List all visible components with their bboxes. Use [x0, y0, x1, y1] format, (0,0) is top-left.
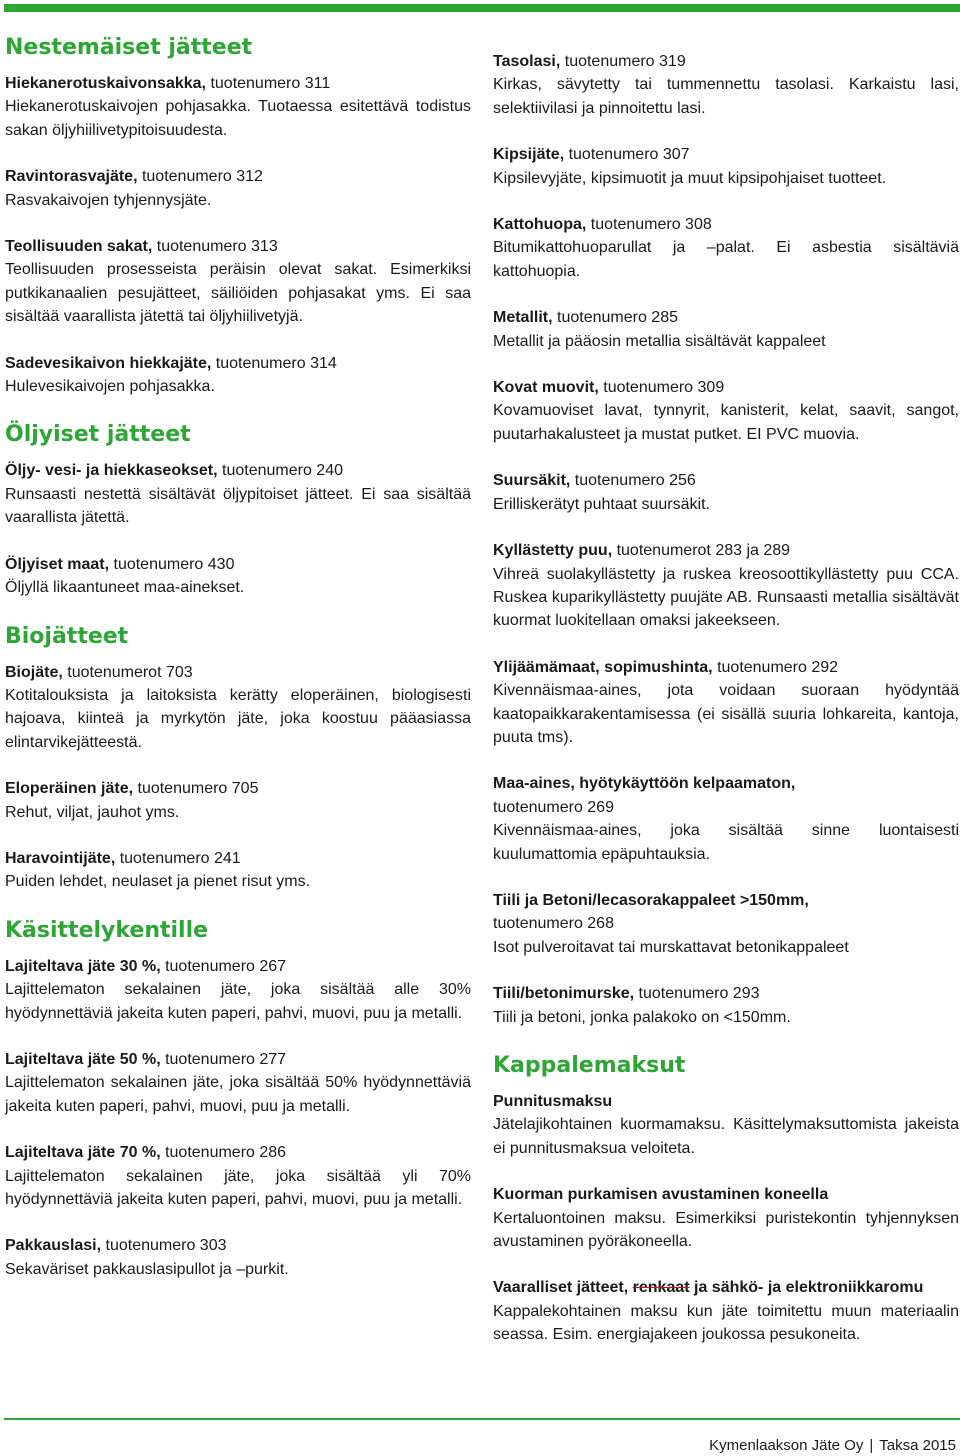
entry-text: Rasvakaivojen tyhjennysjäte. [5, 191, 212, 209]
footer-doc: Taksa 2015 [879, 1437, 956, 1454]
entry-240: Öljy- vesi- ja hiekkaseokset, tuotenumero 240 Runsaasti nestettä sisältävät öljypitoiset jätteet. Ei saa sisältää vaarallista jätettä. [5, 459, 471, 529]
entry-308: Kattohuopa, tuotenumero 308 Bitumikattohuoparullat ja –palat. Ei asbestia sisältäviä kattohuopia. [493, 213, 959, 283]
entry-text: Bitumikattohuoparullat ja –palat. Ei asbestia sisältäviä kattohuopia. [493, 239, 959, 280]
entry-text: Tiili ja betoni, jonka palakoko on <150mm. [493, 1008, 791, 1026]
footer-company: Kymenlaakson Jäte Oy [709, 1437, 864, 1454]
entry-text: Runsaasti nestettä sisältävät öljypitoiset jätteet. Ei saa sisältää vaarallista jätettä. [5, 485, 471, 527]
left-column [5, 34, 471, 1304]
entry-430: Öljyiset maat, tuotenumero 430 Öljyllä likaantuneet maa-ainekset. [5, 553, 471, 600]
entry-307: Kipsijäte, tuotenumero 307 Kipsilevyjäte, kipsimuotit ja muut kipsipohjaiset tuotteet. [493, 143, 959, 190]
entry-277: Lajiteltava jäte 50 %, tuotenumero 277 Lajittelematon sekalainen jäte, joka sisältää 50% hyödynnettäviä jakeita kuten paperi, pahvi, muovi, puu ja metalli. [5, 1048, 471, 1118]
top-rule [4, 4, 960, 12]
footer [709, 1436, 956, 1456]
entry-text: Kivennäismaa-aines, jota voidaan suoraan hyödyntää kaatopaikkarakentamisessa (ei sisällä suuria lohkareita, kantoja, puuta tms). [493, 682, 959, 746]
entry-text: Hulevesikaivojen pohjasakka. [5, 378, 215, 396]
entry-283-289: Kyllästetty puu, tuotenumerot 283 ja 289 Vihreä suolakyllästetty ja ruskea kreosoottikyllästetty puu CCA. Ruskea kuparikyllästetty puujäte AB. Runsaasti metallia sisältävät kuormat luokitellaan omaksi jakeekseen. [493, 539, 959, 633]
entry-269: Maa-aines, hyötykäyttöön kelpaamaton, tuotenumero 269 Kivennäismaa-aines, joka sisältää sinne luontaisesti kuulumattomia epäpuhtauksia. [493, 772, 959, 866]
entry-293: Tiili/betonimurske, tuotenumero 293 Tiili ja betoni, jonka palakoko on <150mm. [493, 982, 959, 1029]
entry-text: Erilliskerätyt puhtaat suursäkit. [493, 495, 710, 513]
entry-text: Kirkas, sävytetty tai tummennettu tasolasi. Karkaistu lasi, selektiivilasi ja pinnoitettu lasi. [493, 76, 959, 117]
entry-268: Tiili ja Betoni/lecasorakappaleet >150mm, tuotenumero 268 Isot pulveroitavat tai murskattavat betonikappaleet [493, 889, 959, 959]
entry-text: Kipsilevyjäte, kipsimuotit ja muut kipsipohjaiset tuotteet. [493, 169, 887, 187]
entry-text: Kivennäismaa-aines, joka sisältää sinne luontaisesti kuulumattomia epäpuhtauksia. [493, 822, 959, 863]
heading-kasittelykentille: Käsittelykentille [5, 917, 209, 943]
entry-purkaminen: Kuorman purkamisen avustaminen koneella Kertaluontoinen maksu. Esimerkiksi puristekontin tyhjennyksen avustaminen pyöräkoneella. [493, 1183, 959, 1253]
entry-303: Pakkauslasi, tuotenumero 303 Sekaväriset pakkauslasipullot ja –purkit. [5, 1234, 471, 1281]
entry-text: Kovamuoviset lavat, tynnyrit, kanisterit, kelat, saavit, sangot, puutarhakalusteet ja mustat putket. EI PVC muovia. [493, 402, 959, 443]
entry-314: Sadevesikaivon hiekkajäte, tuotenumero 314 Hulevesikaivojen pohjasakka. [5, 352, 471, 399]
entry-311: Hiekanerotuskaivonsakka, tuotenumero 311 Hiekanerotuskaivojen pohjasakka. Tuotaessa esitettävä todistus sakan öljyhiilivetypitoisuudesta. [5, 72, 471, 142]
right-column [493, 50, 959, 1347]
entry-309: Kovat muovit, tuotenumero 309 Kovamuoviset lavat, tynnyrit, kanisterit, kelat, saavit, sangot, puutarhakalusteet ja mustat putket. EI PVC muovia. [493, 376, 959, 446]
entry-text: Lajittelematon sekalainen jäte, joka sisältää 50% hyödynnettäviä jakeita kuten paperi, pahvi, muovi, puu ja metalli. [5, 1074, 471, 1115]
entry-text: Kotitalouksista ja laitoksista kerätty eloperäinen, biologisesti hajoava, kiinteä ja myrkytön jäte, joka koostuu pääasiassa elintarvikejätteestä. [5, 686, 471, 751]
entry-text: Puiden lehdet, neulaset ja pienet risut yms. [5, 873, 311, 891]
heading-oljyiset: Öljyiset jätteet [5, 422, 191, 448]
entry-text: Rehut, viljat, jauhot yms. [5, 803, 180, 821]
entry-text: Jätelajikohtainen kuormamaksu. Käsittelymaksuttomista jakeista ei punnitusmaksua veloiteta. [493, 1116, 959, 1157]
struck-word: renkaat [632, 1279, 690, 1297]
entry-punnitusmaksu: Punnitusmaksu Jätelajikohtainen kuormamaksu. Käsittelymaksuttomista jakeista ei punnitusmaksua veloiteta. [493, 1090, 959, 1160]
entry-code-line: tuotenumero 269 [493, 798, 614, 816]
entry-text: Lajittelematon sekalainen jäte, joka sisältää alle 30% hyödynnettäviä jakeita kuten paperi, pahvi, muovi, puu ja metalli. [5, 981, 471, 1022]
entry-text: Hiekanerotuskaivojen pohjasakka. Tuotaessa esitettävä todistus sakan öljyhiilivetypitoisuudesta. [5, 98, 471, 139]
heading-kappalemaksut: Kappalemaksut [493, 1053, 686, 1078]
entry-vaaralliset: Vaaralliset jätteet, renkaat ja sähkö- ja elektroniikkaromu Kappalekohtainen maksu kun jäte toimitettu muun materiaalin seassa. Esim. energiajakeen joukossa pesukoneita. [493, 1276, 959, 1346]
entry-text: Vihreä suolakyllästetty ja ruskea kreosoottikyllästetty puu CCA. Ruskea kuparikyllästetty puujäte AB. Runsaasti metallia sisältävät kuormat luokitellaan omaksi jakeekseen. [493, 565, 959, 630]
entry-241: Haravointijäte, tuotenumero 241 Puiden lehdet, neulaset ja pienet risut yms. [5, 847, 471, 894]
entry-312: Ravintorasvajäte, tuotenumero 312 Rasvakaivojen tyhjennysjäte. [5, 165, 471, 212]
entry-703: Biojäte, tuotenumerot 703 Kotitalouksista ja laitoksista kerätty eloperäinen, biologisesti hajoava, kiinteä ja myrkytön jäte, joka koostuu pääasiassa elintarvikejätteestä. [5, 661, 471, 755]
entry-267: Lajiteltava jäte 30 %, tuotenumero 267 Lajittelematon sekalainen jäte, joka sisältää alle 30% hyödynnettäviä jakeita kuten paperi, pahvi, muovi, puu ja metalli. [5, 955, 471, 1025]
entry-285: Metallit, tuotenumero 285 Metallit ja pääosin metallia sisältävät kappaleet [493, 306, 959, 353]
entry-319: Tasolasi, tuotenumero 319 Kirkas, sävytetty tai tummennettu tasolasi. Karkaistu lasi, selektiivilasi ja pinnoitettu lasi. [493, 50, 959, 120]
heading-nestemaiset: Nestemäiset jätteet [5, 35, 253, 60]
entry-text: Sekaväriset pakkauslasipullot ja –purkit. [5, 1260, 289, 1278]
entry-text: Teollisuuden prosesseista peräisin olevat sakat. Esimerkiksi putkikanaalien pesujätteet, säiliöiden pohjasakat yms. Ei saa sisältää vaarallista jätettä tai öljyhiilivetyjä. [5, 261, 471, 326]
entry-text: Metallit ja pääosin metallia sisältävät kappaleet [493, 332, 826, 350]
entry-705: Eloperäinen jäte, tuotenumero 705 Rehut, viljat, jauhot yms. [5, 777, 471, 824]
entry-text: Kappalekohtainen maksu kun jäte toimitettu muun materiaalin seassa. Esim. energiajakeen joukossa pesukoneita. [493, 1302, 959, 1344]
entry-313: Teollisuuden sakat, tuotenumero 313 Teollisuuden prosesseista peräisin olevat sakat. Esimerkiksi putkikanaalien pesujätteet, säiliöiden pohjasakat yms. Ei saa sisältää vaarallista jätettä tai öljyhiilivetyjä. [5, 235, 471, 329]
footer-rule [4, 1418, 960, 1420]
heading-biojatteet: Biojätteet [5, 623, 129, 649]
entry-286: Lajiteltava jäte 70 %, tuotenumero 286 Lajittelematon sekalainen jäte, joka sisältää yli 70% hyödynnettäviä jakeita kuten paperi, pahvi, muovi, puu ja metalli. [5, 1141, 471, 1211]
entry-text: Kertaluontoinen maksu. Esimerkiksi puristekontin tyhjennyksen avustaminen pyöräkoneella. [493, 1209, 959, 1251]
entry-292: Ylijäämämaat, sopimushinta, tuotenumero 292 Kivennäismaa-aines, jota voidaan suoraan hyödyntää kaatopaikkarakentamisessa (ei sisällä suuria lohkareita, kantoja, puuta tms). [493, 656, 959, 750]
footer-separator: | [869, 1437, 874, 1454]
entry-code-line: tuotenumero 268 [493, 915, 614, 933]
entry-text: Öljyllä likaantuneet maa-ainekset. [5, 579, 245, 597]
entry-256: Suursäkit, tuotenumero 256 Erilliskerätyt puhtaat suursäkit. [493, 469, 959, 516]
entry-text: Isot pulveroitavat tai murskattavat betonikappaleet [493, 938, 849, 956]
entry-text: Lajittelematon sekalainen jäte, joka sisältää yli 70% hyödynnettäviä jakeita kuten paperi, pahvi, muovi, puu ja metalli. [5, 1167, 471, 1208]
